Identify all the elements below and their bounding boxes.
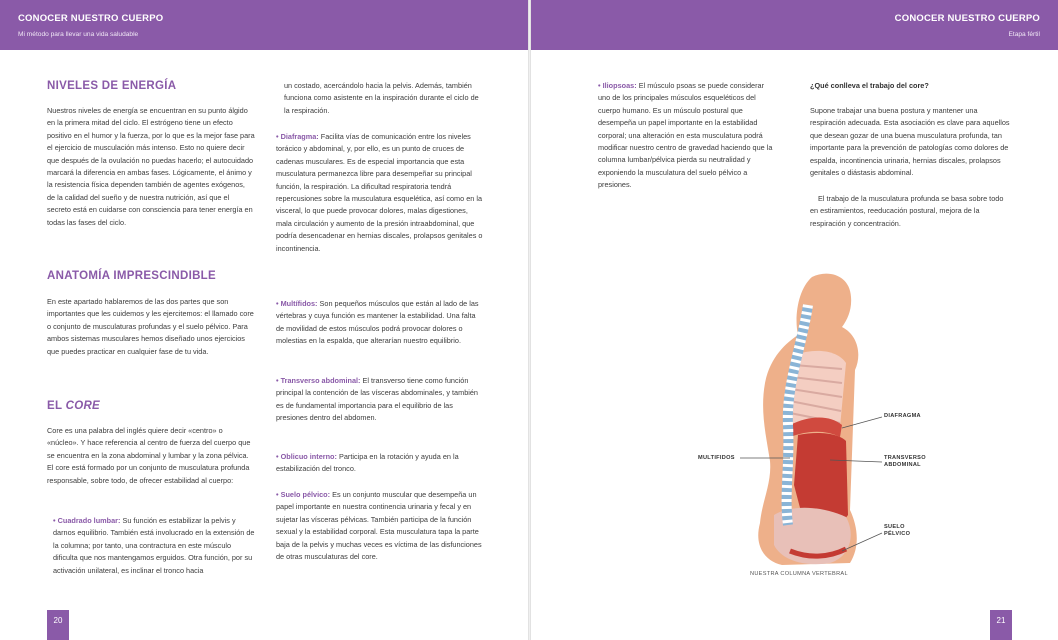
bullet-text-transverso: El transverso tiene como función principal la contención de las vísceras abdominales, y también es de fundamental importancia para el equilibrio de las presiones dentro del abdomen. (276, 376, 478, 423)
bullet-dot: • (53, 516, 58, 525)
page-number-right: 21 (990, 610, 1012, 640)
paragraph-energia: Nuestros niveles de energía se encuentran en su punto álgido en la primera mitad del ciclo. El estrógeno tiene un efecto positivo en el humor y la fuerza, por lo que es la mejor fase para el ejercicio de musculación más intenso. Esto no quiere decir que después de la ovulación no puedas hacerlo; el autocuidado marcará la diferencia en ambas fases. Lógicamente, el ánimo y la resistencia física dependen también de agentes exógenos, de la calidad del sueño y de nuestra nutrición, así que el secreto está en cuidarse con consciencia para tener energía en todas las fases del ciclo. (47, 106, 255, 227)
heading-el-core-prefix: EL (47, 400, 63, 412)
bullet-text-cuadrado: Su función es estabilizar la pelvis y darnos equilibrio. También está involucrado en la extensión de la columna; por tanto, una contractura en este músculo dificulta que nos mantengamos erguidos. Otra función, por su activación unilateral, es inclinar el tronco hacia (53, 516, 255, 575)
bullet-label-multifidos: Multífidos: (280, 299, 318, 308)
bullet-cuadrado-lumbar (53, 515, 255, 577)
paragraph-core-work-1: Supone trabajar una buena postura y mantener una respiración adecuada. Esta asociación es clave para aquellos que desean gozar de una buena musculatura profunda, tan importante para la prevención de patologías como dolores de espalda, incontinencia urinaria, hernias discales, prolapsos genitales o diástasis abdominal. (810, 106, 1010, 178)
paragraph-anatomia: En este apartado hablaremos de las dos partes que son importantes que les cuidemos y les ejercitemos: el llamado core o conjunto de musculaturas profundas y el suelo pélvico. Para ambos sistemas musculares hemos diseñado unos ejercicios que puedes practicar en cualquier fase de tu vida. (47, 297, 254, 356)
bullet-iliopsoas (598, 80, 774, 192)
bullet-suelo-pelvico (276, 489, 484, 563)
left-header-title: CONOCER NUESTRO CUERPO (18, 13, 164, 24)
book-gutter (528, 0, 531, 640)
heading-anatomia: ANATOMÍA IMPRESCINDIBLE (47, 270, 216, 282)
heading-niveles-energia: NIVELES DE ENERGÍA (47, 80, 177, 92)
paragraph-core-work-2: El trabajo de la musculatura profunda se basa sobre todo en estiramientos, reeducación postural, mejora de la respiración y concentración. (810, 194, 1004, 228)
bullet-label-suelo: Suelo pélvico: (280, 490, 331, 499)
paragraph-core: Core es una palabra del inglés quiere decir «centro» o «núcleo». Y hace referencia al centro de fuerza del cuerpo que se encuentra en la zona abdominal y lumbar y la zona pélvica. El core está formado por un conjunto de musculatura profunda responsable, sobre todo, de ofrecer estabilidad al cuerpo: (47, 426, 251, 485)
bullet-text-diafragma: Facilita vías de comunicación entre los niveles torácico y abdominal, y, por ello, es un punto de cruces de cadenas musculares. Es de especial importancia que esta musculatura permanezca libre para desempeñar su principal función, la respiración. La dificultad respiratoria tendrá repercusiones sobre la musculatura esquelética, así como en la visceral, lo que puede provocar dolores, malas digestiones, mala circulación y aumento de la presión intraabdominal, que podría desencadenar en hernias discales, prolapsos genitales o incontinencia. (276, 132, 483, 253)
bullet-transverso (276, 375, 484, 425)
bullet-dot: • (276, 132, 281, 141)
bullet-multifidos (276, 298, 484, 348)
heading-el-core (47, 400, 100, 412)
right-header-title: CONOCER NUESTRO CUERPO (894, 13, 1040, 24)
heading-el-core-word: CORE (65, 400, 101, 412)
page-number-left: 20 (47, 610, 69, 640)
spine-illustration (690, 265, 990, 585)
bullet-oblicuo (276, 451, 484, 476)
bullet-diafragma (276, 131, 484, 255)
label-multifidos: MULTIFIDOS (698, 455, 735, 461)
bullet-dot: • (598, 81, 603, 90)
bullet-dot: • (276, 490, 281, 499)
left-header-subtitle: Mi método para llevar una vida saludable (18, 31, 139, 38)
paragraph-continuation: un costado, acercándolo hacia la pelvis. Además, también funciona como asistente en la inspiración durante el ciclo de la respiración. (284, 81, 479, 115)
question-heading: ¿Qué conlleva el trabajo del core? (810, 81, 929, 90)
bullet-label-transverso: Transverso abdominal: (280, 376, 361, 385)
label-suelo-pelvico: SUELO PÉLVICO (884, 524, 911, 537)
bullet-text-oblicuo: Participa en la rotación y ayuda en la estabilización del tronco. (276, 452, 459, 474)
figure-caption: NUESTRA COLUMNA VERTEBRAL (750, 571, 848, 577)
bullet-dot: • (276, 452, 281, 461)
label-diafragma: DIAFRAGMA (884, 413, 921, 419)
bullet-dot: • (276, 376, 281, 385)
bullet-label-oblicuo: Oblicuo interno: (280, 452, 337, 461)
bullet-text-iliopsoas: El músculo psoas se puede considerar uno de los principales músculos esqueléticos del cuerpo humano. Es un músculo postural que desempeña un papel importante en la estabilidad corporal; una alteración en esta musculatura podrá modificar nuestro centro de gravedad haciendo que la columna lumbar/pélvica pierda su neutralidad y exponiendo la musculatura del suelo pélvico a presiones. (598, 81, 773, 190)
bullet-text-suelo: Es un conjunto muscular que desempeña un papel importante en nuestra continencia urinaria y fecal y en sujetar las vísceras pélvicas. También participa de la función sexual y la estabilidad corporal. Esta musculatura tapa la parte baja de la pelvis y muchas veces es víctima de las disfunciones de otras musculaturas del core. (276, 490, 482, 562)
right-header-subtitle: Etapa fértil (1008, 31, 1040, 38)
bullet-label-diafragma: Diafragma: (280, 132, 319, 141)
bullet-label-iliopsoas: Iliopsoas: (602, 81, 637, 90)
label-transverso: TRANSVERSO ABDOMINAL (884, 455, 926, 468)
bullet-label-cuadrado: Cuadrado lumbar: (57, 516, 121, 525)
bullet-text-multifidos: Son pequeños músculos que están al lado de las vértebras y cuya función es mantener la estabilidad. Una falta de movilidad de estos músculos podrá provocar dolores o molestias en la espalda, que alterarían nuestro equilibrio. (276, 299, 479, 346)
bullet-dot: • (276, 299, 281, 308)
